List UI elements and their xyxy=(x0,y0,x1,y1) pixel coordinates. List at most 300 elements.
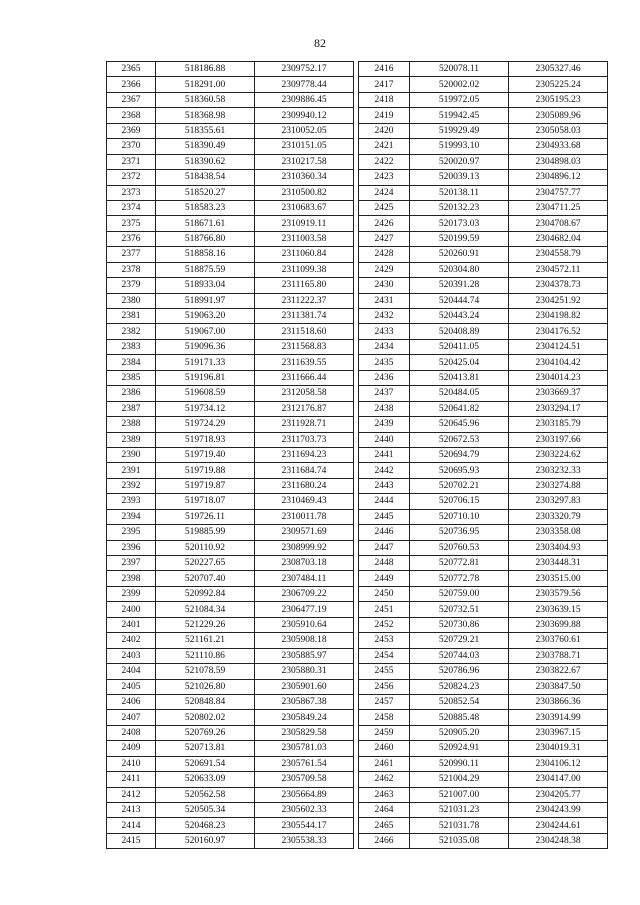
table-row xyxy=(107,478,354,493)
point-number-cell: 2459 xyxy=(359,725,410,740)
y-coordinate-cell: 2311680.24 xyxy=(255,478,354,493)
table-row xyxy=(359,324,608,339)
x-coordinate-cell: 520078.11 xyxy=(410,62,509,77)
y-coordinate-cell: 2305880.31 xyxy=(255,664,354,679)
y-coordinate-cell: 2310500.82 xyxy=(255,185,354,200)
y-coordinate-cell: 2303297.83 xyxy=(509,494,608,509)
y-coordinate-cell: 2303274.88 xyxy=(509,478,608,493)
point-number-cell: 2376 xyxy=(107,231,156,246)
x-coordinate-cell: 520924.91 xyxy=(410,741,509,756)
table-row xyxy=(107,463,354,478)
table-row xyxy=(107,787,354,802)
point-number-cell: 2373 xyxy=(107,185,156,200)
x-coordinate-cell: 520905.20 xyxy=(410,725,509,740)
table-row xyxy=(107,571,354,586)
x-coordinate-cell: 520706.15 xyxy=(410,494,509,509)
x-coordinate-cell: 518186.88 xyxy=(156,62,255,77)
y-coordinate-cell: 2304933.68 xyxy=(509,139,608,154)
x-coordinate-cell: 520730.86 xyxy=(410,617,509,632)
y-coordinate-cell: 2304243.99 xyxy=(509,803,608,818)
point-number-cell: 2407 xyxy=(107,710,156,725)
table-row xyxy=(107,509,354,524)
x-coordinate-cell: 520736.95 xyxy=(410,525,509,540)
y-coordinate-cell: 2305058.03 xyxy=(509,123,608,138)
coordinate-table-left xyxy=(106,61,354,849)
y-coordinate-cell: 2303579.56 xyxy=(509,586,608,601)
x-coordinate-cell: 518991.97 xyxy=(156,293,255,308)
point-number-cell: 2372 xyxy=(107,170,156,185)
point-number-cell: 2394 xyxy=(107,509,156,524)
table-row xyxy=(359,756,608,771)
y-coordinate-cell: 2304205.77 xyxy=(509,787,608,802)
table-row xyxy=(359,355,608,370)
x-coordinate-cell: 520505.34 xyxy=(156,803,255,818)
page-number: 82 xyxy=(314,36,326,50)
x-coordinate-cell: 518766.80 xyxy=(156,231,255,246)
table-row xyxy=(107,432,354,447)
point-number-cell: 2388 xyxy=(107,417,156,432)
point-number-cell: 2392 xyxy=(107,478,156,493)
table-row xyxy=(359,386,608,401)
x-coordinate-cell: 520391.28 xyxy=(410,278,509,293)
x-coordinate-cell: 520443.24 xyxy=(410,309,509,324)
x-coordinate-cell: 521004.29 xyxy=(410,772,509,787)
table-row xyxy=(107,710,354,725)
table-row xyxy=(359,478,608,493)
point-number-cell: 2437 xyxy=(359,386,410,401)
point-number-cell: 2444 xyxy=(359,494,410,509)
y-coordinate-cell: 2304019.31 xyxy=(509,741,608,756)
y-coordinate-cell: 2307484.11 xyxy=(255,571,354,586)
point-number-cell: 2406 xyxy=(107,694,156,709)
y-coordinate-cell: 2303866.36 xyxy=(509,694,608,709)
table-row xyxy=(107,92,354,107)
table-row xyxy=(359,664,608,679)
point-number-cell: 2387 xyxy=(107,401,156,416)
table-row xyxy=(359,447,608,462)
point-number-cell: 2434 xyxy=(359,339,410,354)
table-row xyxy=(359,401,608,416)
x-coordinate-cell: 520260.91 xyxy=(410,247,509,262)
x-coordinate-cell: 520633.09 xyxy=(156,772,255,787)
table-row xyxy=(107,247,354,262)
x-coordinate-cell: 519726.11 xyxy=(156,509,255,524)
table-row xyxy=(107,324,354,339)
table-row xyxy=(359,278,608,293)
x-coordinate-cell: 518355.61 xyxy=(156,123,255,138)
x-coordinate-cell: 520769.26 xyxy=(156,725,255,740)
x-coordinate-cell: 518291.00 xyxy=(156,77,255,92)
table-row xyxy=(359,586,608,601)
point-number-cell: 2429 xyxy=(359,262,410,277)
y-coordinate-cell: 2311003.58 xyxy=(255,231,354,246)
x-coordinate-cell: 518583.23 xyxy=(156,200,255,215)
x-coordinate-cell: 520852.54 xyxy=(410,694,509,709)
x-coordinate-cell: 520020.97 xyxy=(410,154,509,169)
point-number-cell: 2448 xyxy=(359,556,410,571)
y-coordinate-cell: 2305544.17 xyxy=(255,818,354,833)
y-coordinate-cell: 2310469.43 xyxy=(255,494,354,509)
point-number-cell: 2379 xyxy=(107,278,156,293)
point-number-cell: 2402 xyxy=(107,633,156,648)
table-row xyxy=(359,818,608,833)
x-coordinate-cell: 520695.93 xyxy=(410,463,509,478)
y-coordinate-cell: 2305195.23 xyxy=(509,92,608,107)
y-coordinate-cell: 2311222.37 xyxy=(255,293,354,308)
table-row xyxy=(107,679,354,694)
y-coordinate-cell: 2305901.60 xyxy=(255,679,354,694)
x-coordinate-cell: 518438.54 xyxy=(156,170,255,185)
point-number-cell: 2423 xyxy=(359,170,410,185)
point-number-cell: 2456 xyxy=(359,679,410,694)
y-coordinate-cell: 2305327.46 xyxy=(509,62,608,77)
point-number-cell: 2398 xyxy=(107,571,156,586)
point-number-cell: 2421 xyxy=(359,139,410,154)
table-row xyxy=(107,417,354,432)
y-coordinate-cell: 2305602.33 xyxy=(255,803,354,818)
point-number-cell: 2411 xyxy=(107,772,156,787)
y-coordinate-cell: 2305849.24 xyxy=(255,710,354,725)
table-row xyxy=(107,339,354,354)
table-row xyxy=(107,725,354,740)
point-number-cell: 2395 xyxy=(107,525,156,540)
table-row xyxy=(107,556,354,571)
y-coordinate-cell: 2303639.15 xyxy=(509,602,608,617)
x-coordinate-cell: 520691.54 xyxy=(156,756,255,771)
y-coordinate-cell: 2304124.51 xyxy=(509,339,608,354)
y-coordinate-cell: 2303914.99 xyxy=(509,710,608,725)
table-row xyxy=(359,679,608,694)
y-coordinate-cell: 2305225.24 xyxy=(509,77,608,92)
x-coordinate-cell: 519942.45 xyxy=(410,108,509,123)
table-row xyxy=(107,185,354,200)
y-coordinate-cell: 2304572.11 xyxy=(509,262,608,277)
table-row xyxy=(107,154,354,169)
x-coordinate-cell: 518390.49 xyxy=(156,139,255,154)
x-coordinate-cell: 519885.99 xyxy=(156,525,255,540)
x-coordinate-cell: 519171.33 xyxy=(156,355,255,370)
table-row xyxy=(359,833,608,848)
x-coordinate-cell: 519724.29 xyxy=(156,417,255,432)
y-coordinate-cell: 2312058.58 xyxy=(255,386,354,401)
y-coordinate-cell: 2304558.79 xyxy=(509,247,608,262)
table-row xyxy=(107,62,354,77)
table-row xyxy=(359,725,608,740)
x-coordinate-cell: 518933.04 xyxy=(156,278,255,293)
x-coordinate-cell: 520468.23 xyxy=(156,818,255,833)
x-coordinate-cell: 520160.97 xyxy=(156,833,255,848)
point-number-cell: 2383 xyxy=(107,339,156,354)
x-coordinate-cell: 520444.74 xyxy=(410,293,509,308)
x-coordinate-cell: 520672.53 xyxy=(410,432,509,447)
x-coordinate-cell: 519718.07 xyxy=(156,494,255,509)
x-coordinate-cell: 520411.05 xyxy=(410,339,509,354)
x-coordinate-cell: 521078.59 xyxy=(156,664,255,679)
y-coordinate-cell: 2304251.92 xyxy=(509,293,608,308)
point-number-cell: 2378 xyxy=(107,262,156,277)
table-row xyxy=(107,803,354,818)
y-coordinate-cell: 2303515.00 xyxy=(509,571,608,586)
point-number-cell: 2366 xyxy=(107,77,156,92)
point-number-cell: 2433 xyxy=(359,324,410,339)
point-number-cell: 2380 xyxy=(107,293,156,308)
table-row xyxy=(107,77,354,92)
point-number-cell: 2428 xyxy=(359,247,410,262)
table-row xyxy=(107,494,354,509)
y-coordinate-cell: 2303967.15 xyxy=(509,725,608,740)
point-number-cell: 2367 xyxy=(107,92,156,107)
x-coordinate-cell: 520992.84 xyxy=(156,586,255,601)
x-coordinate-cell: 520710.10 xyxy=(410,509,509,524)
point-number-cell: 2436 xyxy=(359,370,410,385)
x-coordinate-cell: 520408.89 xyxy=(410,324,509,339)
table-row xyxy=(359,648,608,663)
point-number-cell: 2386 xyxy=(107,386,156,401)
x-coordinate-cell: 520227.65 xyxy=(156,556,255,571)
x-coordinate-cell: 520484.05 xyxy=(410,386,509,401)
x-coordinate-cell: 519096.36 xyxy=(156,339,255,354)
y-coordinate-cell: 2310683.67 xyxy=(255,200,354,215)
point-number-cell: 2441 xyxy=(359,447,410,462)
x-coordinate-cell: 520138.11 xyxy=(410,185,509,200)
table-row xyxy=(359,293,608,308)
y-coordinate-cell: 2311165.80 xyxy=(255,278,354,293)
x-coordinate-cell: 520732.51 xyxy=(410,602,509,617)
y-coordinate-cell: 2303294.17 xyxy=(509,401,608,416)
x-coordinate-cell: 518858.16 xyxy=(156,247,255,262)
y-coordinate-cell: 2305910.64 xyxy=(255,617,354,632)
x-coordinate-cell: 519719.87 xyxy=(156,478,255,493)
table-row xyxy=(107,123,354,138)
table-row xyxy=(359,494,608,509)
x-coordinate-cell: 520641.82 xyxy=(410,401,509,416)
table-row xyxy=(107,200,354,215)
y-coordinate-cell: 2304898.03 xyxy=(509,154,608,169)
table-row xyxy=(359,694,608,709)
y-coordinate-cell: 2311518.60 xyxy=(255,324,354,339)
point-number-cell: 2405 xyxy=(107,679,156,694)
point-number-cell: 2375 xyxy=(107,216,156,231)
point-number-cell: 2435 xyxy=(359,355,410,370)
x-coordinate-cell: 521026.80 xyxy=(156,679,255,694)
table-row xyxy=(359,463,608,478)
point-number-cell: 2438 xyxy=(359,401,410,416)
y-coordinate-cell: 2311684.74 xyxy=(255,463,354,478)
point-number-cell: 2457 xyxy=(359,694,410,709)
point-number-cell: 2419 xyxy=(359,108,410,123)
table-row xyxy=(107,139,354,154)
y-coordinate-cell: 2311060.84 xyxy=(255,247,354,262)
y-coordinate-cell: 2305829.58 xyxy=(255,725,354,740)
point-number-cell: 2445 xyxy=(359,509,410,524)
point-number-cell: 2385 xyxy=(107,370,156,385)
coordinate-table-body xyxy=(359,62,608,849)
y-coordinate-cell: 2304244.61 xyxy=(509,818,608,833)
table-row xyxy=(107,772,354,787)
y-coordinate-cell: 2309778.44 xyxy=(255,77,354,92)
point-number-cell: 2401 xyxy=(107,617,156,632)
y-coordinate-cell: 2303197.66 xyxy=(509,432,608,447)
x-coordinate-cell: 519063.20 xyxy=(156,309,255,324)
point-number-cell: 2465 xyxy=(359,818,410,833)
x-coordinate-cell: 519196.81 xyxy=(156,370,255,385)
point-number-cell: 2369 xyxy=(107,123,156,138)
table-row xyxy=(359,309,608,324)
table-row xyxy=(359,710,608,725)
table-row xyxy=(359,525,608,540)
point-number-cell: 2377 xyxy=(107,247,156,262)
point-number-cell: 2396 xyxy=(107,540,156,555)
table-row xyxy=(107,818,354,833)
y-coordinate-cell: 2303232.33 xyxy=(509,463,608,478)
y-coordinate-cell: 2305089.96 xyxy=(509,108,608,123)
y-coordinate-cell: 2304198.82 xyxy=(509,309,608,324)
table-row xyxy=(107,617,354,632)
table-row xyxy=(107,216,354,231)
table-row xyxy=(107,231,354,246)
table-row xyxy=(107,633,354,648)
table-row xyxy=(359,787,608,802)
y-coordinate-cell: 2304147.00 xyxy=(509,772,608,787)
point-number-cell: 2443 xyxy=(359,478,410,493)
y-coordinate-cell: 2309752.17 xyxy=(255,62,354,77)
point-number-cell: 2446 xyxy=(359,525,410,540)
y-coordinate-cell: 2310919.11 xyxy=(255,216,354,231)
table-row xyxy=(107,741,354,756)
x-coordinate-cell: 520645.96 xyxy=(410,417,509,432)
point-number-cell: 2374 xyxy=(107,200,156,215)
table-row xyxy=(359,417,608,432)
point-number-cell: 2450 xyxy=(359,586,410,601)
point-number-cell: 2449 xyxy=(359,571,410,586)
x-coordinate-cell: 520772.78 xyxy=(410,571,509,586)
point-number-cell: 2389 xyxy=(107,432,156,447)
table-row xyxy=(359,77,608,92)
point-number-cell: 2455 xyxy=(359,664,410,679)
table-row xyxy=(107,262,354,277)
x-coordinate-cell: 518368.98 xyxy=(156,108,255,123)
y-coordinate-cell: 2305908.18 xyxy=(255,633,354,648)
point-number-cell: 2461 xyxy=(359,756,410,771)
table-row xyxy=(359,571,608,586)
y-coordinate-cell: 2311381.74 xyxy=(255,309,354,324)
table-row xyxy=(359,339,608,354)
y-coordinate-cell: 2303847.50 xyxy=(509,679,608,694)
point-number-cell: 2408 xyxy=(107,725,156,740)
x-coordinate-cell: 518520.27 xyxy=(156,185,255,200)
x-coordinate-cell: 520786.96 xyxy=(410,664,509,679)
y-coordinate-cell: 2308999.92 xyxy=(255,540,354,555)
coordinate-table-right xyxy=(358,61,608,849)
point-number-cell: 2404 xyxy=(107,664,156,679)
table-row xyxy=(107,386,354,401)
point-number-cell: 2424 xyxy=(359,185,410,200)
x-coordinate-cell: 519719.40 xyxy=(156,447,255,462)
point-number-cell: 2447 xyxy=(359,540,410,555)
x-coordinate-cell: 520425.04 xyxy=(410,355,509,370)
x-coordinate-cell: 520990.11 xyxy=(410,756,509,771)
x-coordinate-cell: 519972.05 xyxy=(410,92,509,107)
table-row xyxy=(107,447,354,462)
y-coordinate-cell: 2303224.62 xyxy=(509,447,608,462)
table-row xyxy=(107,756,354,771)
table-row xyxy=(359,617,608,632)
point-number-cell: 2451 xyxy=(359,602,410,617)
table-row xyxy=(359,170,608,185)
y-coordinate-cell: 2305664.89 xyxy=(255,787,354,802)
y-coordinate-cell: 2303669.37 xyxy=(509,386,608,401)
x-coordinate-cell: 519929.49 xyxy=(410,123,509,138)
table-row xyxy=(107,540,354,555)
x-coordinate-cell: 520759.00 xyxy=(410,586,509,601)
point-number-cell: 2416 xyxy=(359,62,410,77)
point-number-cell: 2464 xyxy=(359,803,410,818)
point-number-cell: 2412 xyxy=(107,787,156,802)
table-row xyxy=(359,741,608,756)
y-coordinate-cell: 2306709.22 xyxy=(255,586,354,601)
y-coordinate-cell: 2311928.71 xyxy=(255,417,354,432)
table-row xyxy=(359,200,608,215)
y-coordinate-cell: 2310360.34 xyxy=(255,170,354,185)
table-row xyxy=(359,247,608,262)
point-number-cell: 2466 xyxy=(359,833,410,848)
x-coordinate-cell: 520802.02 xyxy=(156,710,255,725)
y-coordinate-cell: 2309886.45 xyxy=(255,92,354,107)
table-row xyxy=(107,278,354,293)
x-coordinate-cell: 521031.78 xyxy=(410,818,509,833)
x-coordinate-cell: 520760.53 xyxy=(410,540,509,555)
point-number-cell: 2399 xyxy=(107,586,156,601)
point-number-cell: 2453 xyxy=(359,633,410,648)
table-row xyxy=(359,185,608,200)
point-number-cell: 2384 xyxy=(107,355,156,370)
table-row xyxy=(359,62,608,77)
y-coordinate-cell: 2303788.71 xyxy=(509,648,608,663)
table-row xyxy=(107,586,354,601)
point-number-cell: 2418 xyxy=(359,92,410,107)
y-coordinate-cell: 2304682.04 xyxy=(509,231,608,246)
x-coordinate-cell: 520110.92 xyxy=(156,540,255,555)
y-coordinate-cell: 2303822.67 xyxy=(509,664,608,679)
y-coordinate-cell: 2306477.19 xyxy=(255,602,354,617)
x-coordinate-cell: 519719.88 xyxy=(156,463,255,478)
point-number-cell: 2393 xyxy=(107,494,156,509)
table-row xyxy=(359,772,608,787)
x-coordinate-cell: 520132.23 xyxy=(410,200,509,215)
table-row xyxy=(359,370,608,385)
x-coordinate-cell: 521229.26 xyxy=(156,617,255,632)
point-number-cell: 2432 xyxy=(359,309,410,324)
x-coordinate-cell: 520713.81 xyxy=(156,741,255,756)
y-coordinate-cell: 2304106.12 xyxy=(509,756,608,771)
table-row xyxy=(107,355,354,370)
y-coordinate-cell: 2303358.08 xyxy=(509,525,608,540)
x-coordinate-cell: 521031.23 xyxy=(410,803,509,818)
x-coordinate-cell: 520885.48 xyxy=(410,710,509,725)
point-number-cell: 2417 xyxy=(359,77,410,92)
y-coordinate-cell: 2304757.77 xyxy=(509,185,608,200)
point-number-cell: 2458 xyxy=(359,710,410,725)
y-coordinate-cell: 2304378.73 xyxy=(509,278,608,293)
table-row xyxy=(107,401,354,416)
y-coordinate-cell: 2311666.44 xyxy=(255,370,354,385)
x-coordinate-cell: 521035.08 xyxy=(410,833,509,848)
x-coordinate-cell: 520824.23 xyxy=(410,679,509,694)
x-coordinate-cell: 520702.21 xyxy=(410,478,509,493)
table-row xyxy=(359,602,608,617)
table-row xyxy=(359,92,608,107)
point-number-cell: 2400 xyxy=(107,602,156,617)
